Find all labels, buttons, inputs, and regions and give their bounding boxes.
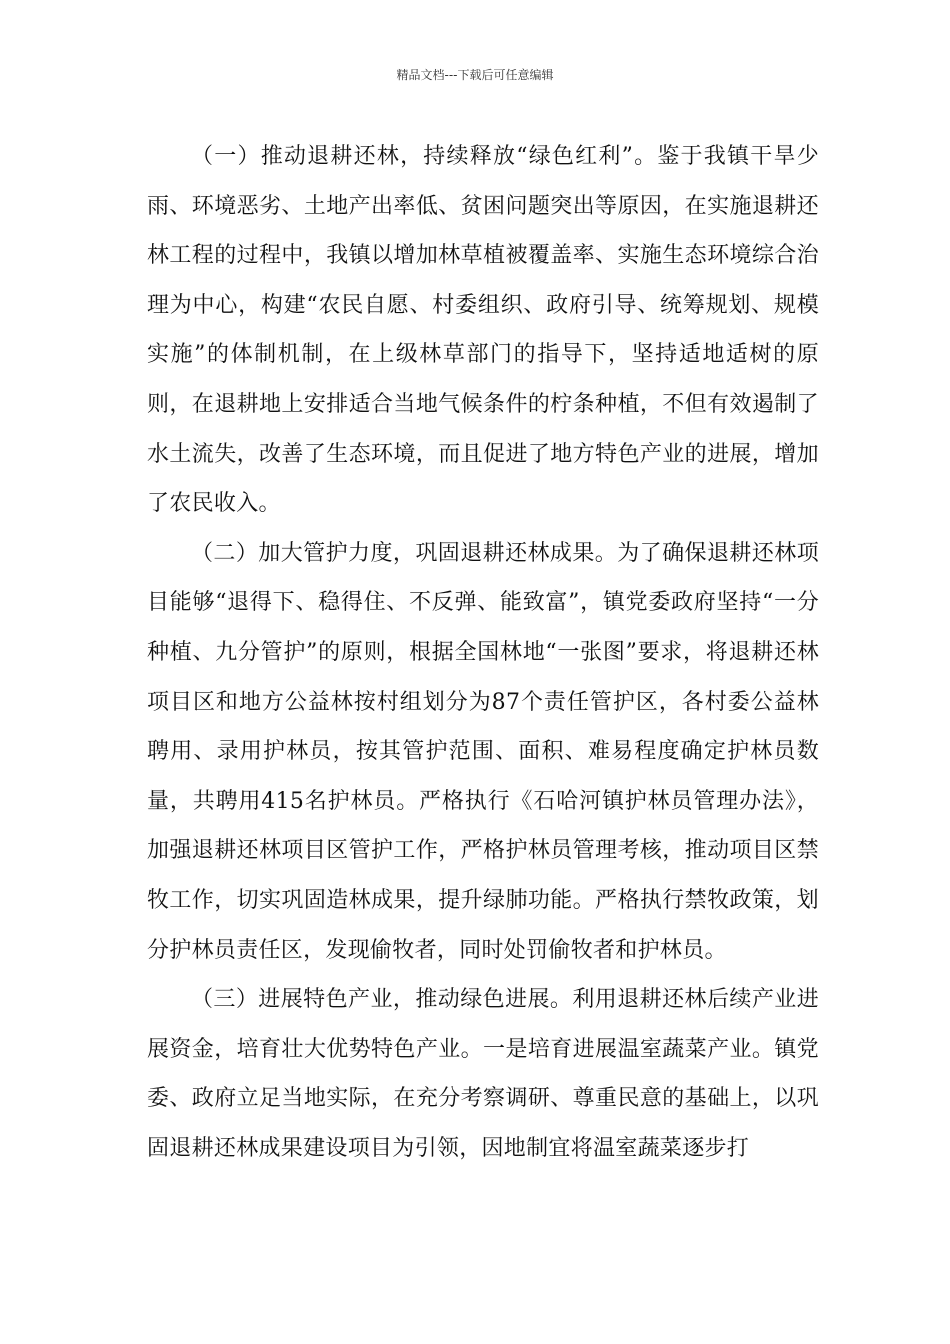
page-header: 精品文档---下载后可任意编辑 [396,68,554,82]
paragraph-1: （一）推动退耕还林，持续释放“绿色红利”。鉴于我镇干旱少雨、环境恶劣、土地产出率低、贫困问题突出等原因，在实施退耕还林工程的过程中，我镇以增加林草植被覆盖率、实施生态环境综合治理为中心，构建“农民自愿、村委组织、政府引导、统筹规划、规模实施”的体制机制，在上级林草部门的指导下，坚持适地适树的原则，在退耕地上安排适合当地气候条件的柠条种植，不但有效遏制了水土流失，改善了生态环境，而且促进了地方特色产业的进展，增加了农民收入。 [147,144,819,517]
paragraph-2: （二）加大管护力度，巩固退耕还林成果。为了确保退耕还林项目能够“退得下、稳得住、不反弹、能致富”，镇党委政府坚持“一分种植、九分管护”的原则，根据全国林地“一张图”要求，将退耕还林项目区和地方公益林按村组划分为87个责任管护区，各村委公益林聘用、录用护林员，按其管护范围、面积、难易程度确定护林员数量，共聘用415名护林员。严格执行《石哈河镇护林员管理办法》，加强退耕还林项目区管护工作，严格护林员管理考核，推动项目区禁牧工作，切实巩固造林成果，提升绿肺功能。严格执行禁牧政策，划分护林员责任区，发现偷牧者，同时处罚偷牧者和护林员。 [147,540,819,963]
document-body [147,132,819,1173]
paragraph-3: （三）进展特色产业，推动绿色进展。利用退耕还林后续产业进展资金，培育壮大优势特色产业。一是培育进展温室蔬菜产业。镇党委、政府立足当地实际，在充分考察调研、尊重民意的基础上，以巩固退耕还林成果建设项目为引领，因地制宜将温室蔬菜逐步打 [147,987,819,1161]
